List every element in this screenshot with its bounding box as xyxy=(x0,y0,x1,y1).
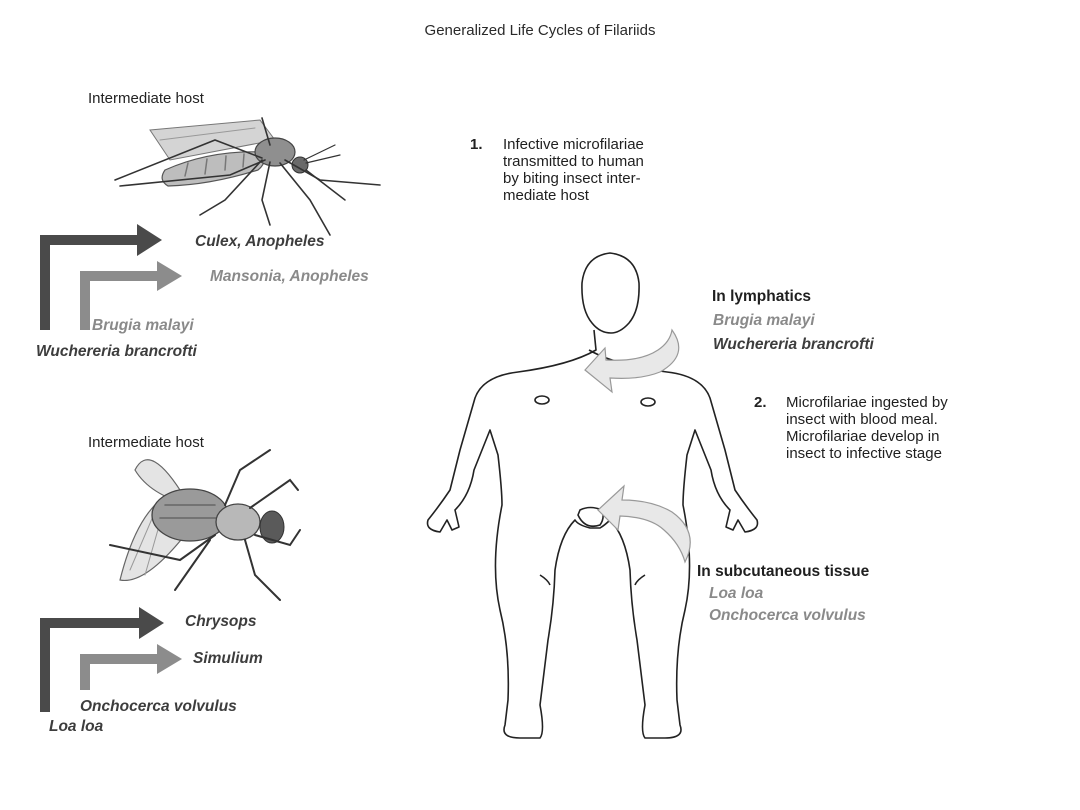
bottom-parasite-dark: Loa loa xyxy=(49,718,104,735)
bottom-parasite-light: Onchocerca volvulus xyxy=(80,698,237,715)
lymphatics-heading: In lymphatics xyxy=(712,288,812,305)
subcutaneous-dark-item: Onchocerca volvulus xyxy=(709,607,866,624)
step-1-text: Infective microfilariae transmitted to human by biting insect inter- mediate host xyxy=(503,136,644,204)
fly-icon xyxy=(110,450,300,600)
lymphatics-curved-arrow xyxy=(585,330,679,392)
subcutaneous-light-item: Loa loa xyxy=(709,585,764,602)
top-parasite-light: Brugia malayi xyxy=(92,317,194,334)
step-2-text: Microfilariae ingested by insect with blood meal. Microfilariae develop in insect to infective stage xyxy=(786,394,948,462)
bottom-vector-arrows xyxy=(45,607,182,712)
subcutaneous-heading: In subcutaneous tissue xyxy=(697,563,870,580)
step-2-number: 2. xyxy=(754,394,767,411)
step-1-number: 1. xyxy=(470,136,483,153)
top-vector-dark: Culex, Anopheles xyxy=(195,233,325,250)
top-host-label: Intermediate host xyxy=(88,90,204,107)
lymphatics-light-item: Brugia malayi xyxy=(713,312,815,329)
top-parasite-dark: Wuchereria brancrofti xyxy=(36,343,197,360)
top-vector-arrows xyxy=(45,224,182,330)
top-vector-light: Mansonia, Anopheles xyxy=(210,268,369,285)
bottom-vector-dark: Chrysops xyxy=(185,613,257,630)
lymphatics-dark-item: Wuchereria brancrofti xyxy=(713,336,874,353)
subcutaneous-curved-arrow xyxy=(598,486,690,562)
bottom-host-label: Intermediate host xyxy=(88,434,204,451)
human-body-outline xyxy=(428,253,758,738)
bottom-vector-light: Simulium xyxy=(193,650,263,667)
mosquito-icon xyxy=(115,118,380,235)
diagram-title: Generalized Life Cycles of Filariids xyxy=(424,22,656,39)
